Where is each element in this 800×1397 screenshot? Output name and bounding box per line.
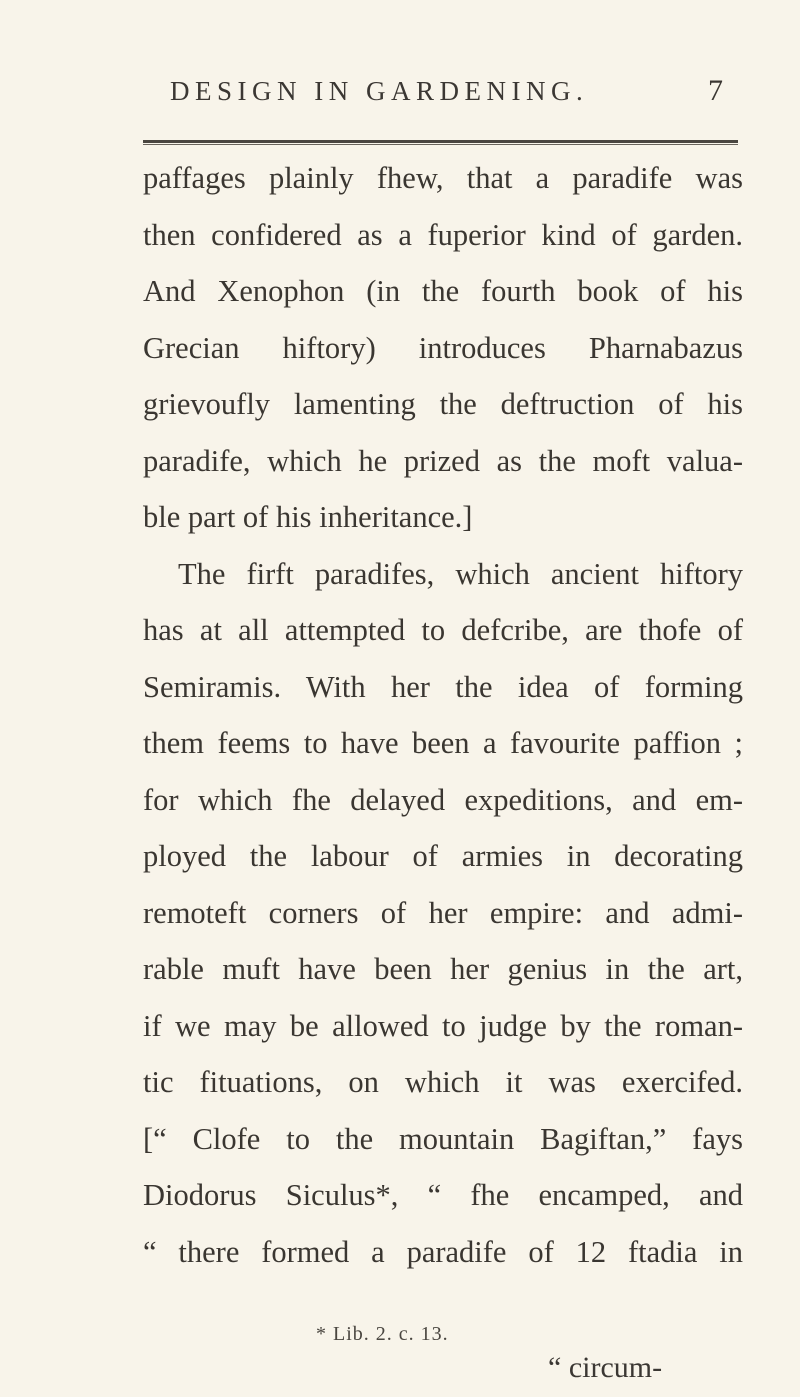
text-line: if we may be allowed to judge by the roman- xyxy=(143,1008,743,1043)
text-line: has at all attempted to defcribe, are thofe of xyxy=(143,613,743,647)
header-rule xyxy=(143,140,738,143)
body-text xyxy=(143,150,743,1280)
text-line: And Xenophon (in the fourth book of his xyxy=(143,274,743,308)
text-line: rable muft have been her genius in the art, xyxy=(143,952,743,986)
running-head: DESIGN IN GARDENING. xyxy=(170,76,589,106)
text-line: [“ Clofe to the mountain Bagiftan,” fays xyxy=(143,1121,743,1156)
text-line: ble part of his inheritance.] xyxy=(143,500,473,534)
text-line: ployed the labour of armies in decorating xyxy=(143,839,743,873)
footnote: * Lib. 2. c. 13. xyxy=(316,1323,449,1345)
text-line: then confidered as a fuperior kind of garden. xyxy=(143,217,743,252)
text-line: Semiramis. With her the idea of forming xyxy=(143,669,743,704)
text-line: Grecian hiftory) introduces Pharnabazus xyxy=(143,330,743,365)
page-number: 7 xyxy=(708,74,723,107)
text-line: The firft paradifes, which ancient hiftory xyxy=(178,556,743,591)
catchword: “ circum- xyxy=(548,1351,663,1384)
text-line: paradife, which he prized as the moft valua- xyxy=(143,443,743,478)
text-line: Diodorus Siculus*, “ fhe encamped, and xyxy=(143,1178,743,1212)
text-line: for which fhe delayed expeditions, and em- xyxy=(143,782,743,817)
text-line: paffages plainly fhew, that a paradife was xyxy=(143,161,743,195)
text-line: tic fituations, on which it was exercifed. xyxy=(143,1065,743,1099)
text-line: remoteft corners of her empire: and admi- xyxy=(143,895,743,930)
header-rule-thin xyxy=(143,144,738,145)
text-line: them feems to have been a favourite paffion ; xyxy=(143,726,743,760)
text-line: grievoufly lamenting the deftruction of his xyxy=(143,387,743,421)
text-line: “ there formed a paradife of 12 ftadia in xyxy=(143,1234,743,1269)
